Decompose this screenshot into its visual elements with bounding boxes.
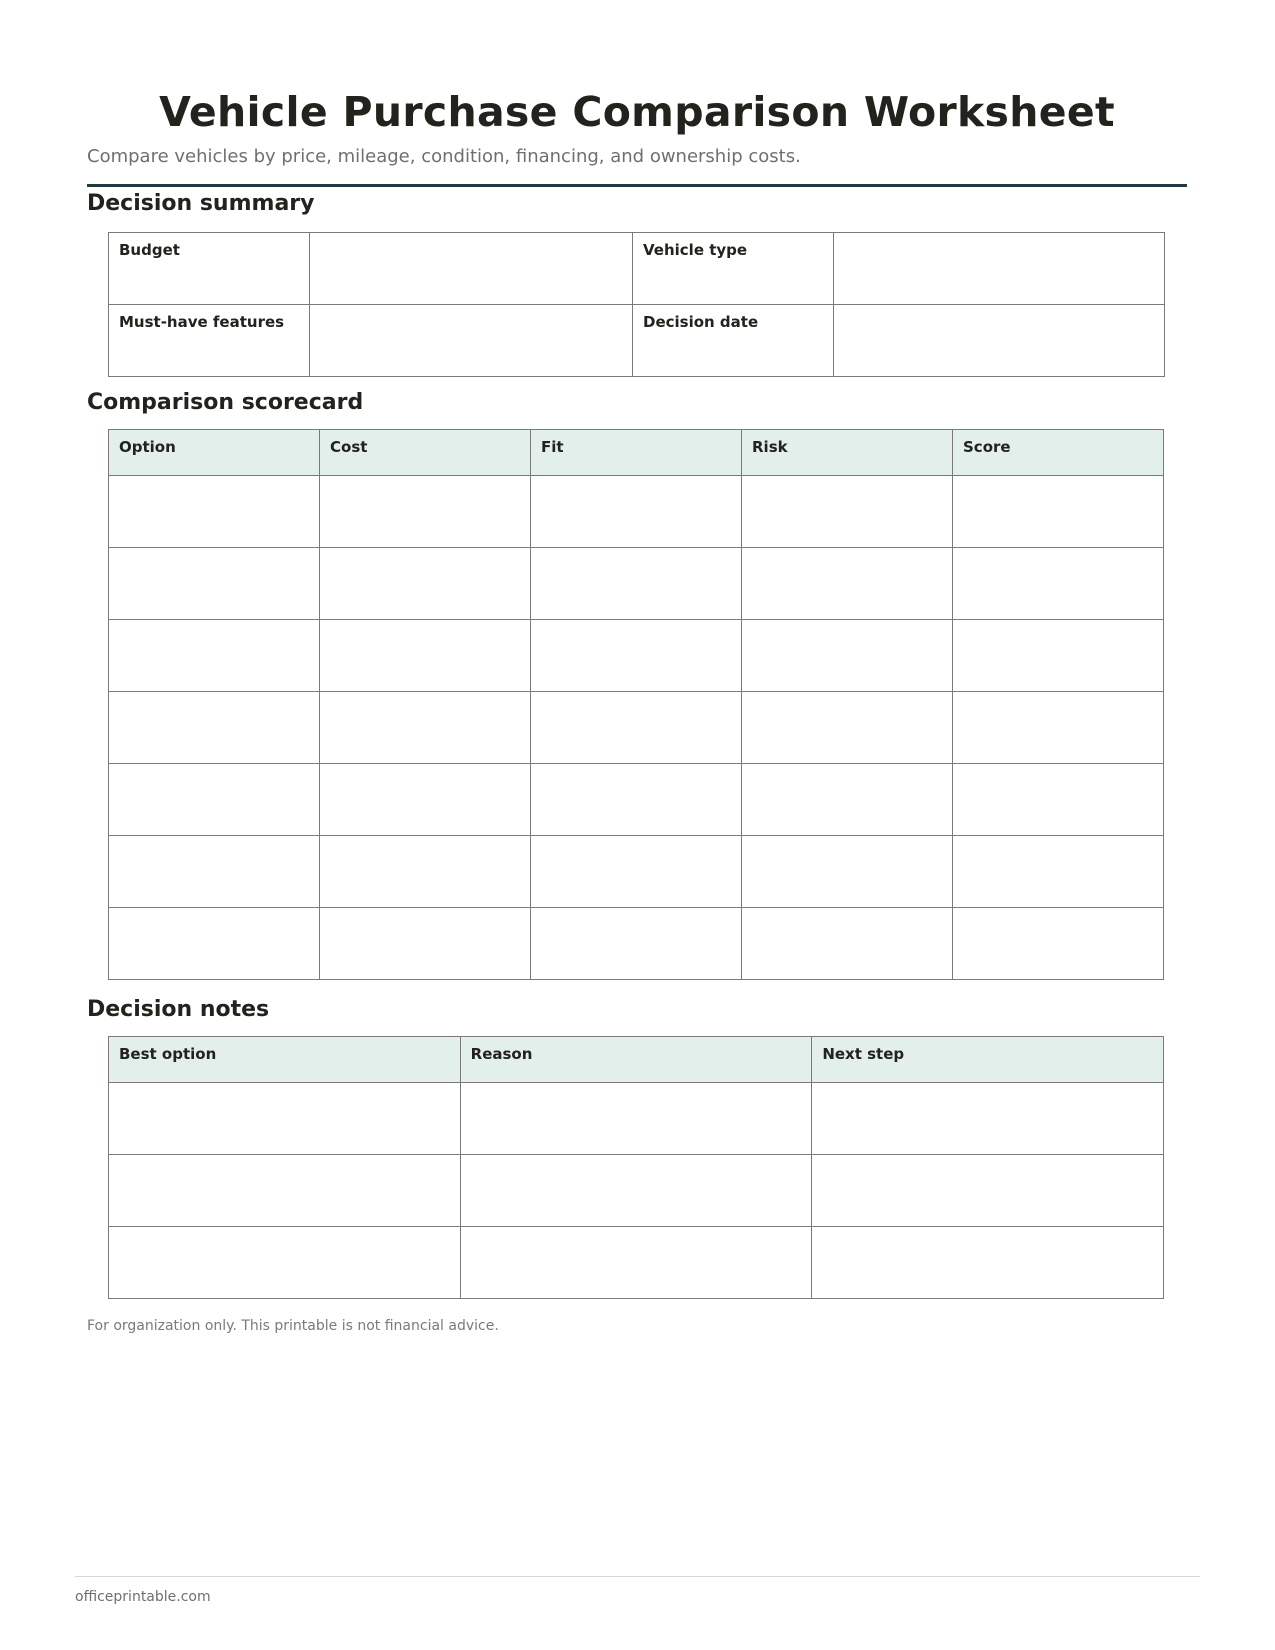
table-cell[interactable] xyxy=(109,476,320,548)
notes-rows xyxy=(109,1083,1164,1299)
column-header-best-option: Best option xyxy=(109,1037,461,1083)
decision-notes-heading: Decision notes xyxy=(87,997,270,1022)
table-row xyxy=(109,548,1164,620)
table-cell[interactable] xyxy=(953,620,1164,692)
table-row xyxy=(109,764,1164,836)
vehicle-type-label: Vehicle type xyxy=(633,233,834,305)
table-cell[interactable] xyxy=(953,908,1164,980)
decision-date-label: Decision date xyxy=(633,305,834,377)
table-row xyxy=(109,620,1164,692)
column-header-risk: Risk xyxy=(742,430,953,476)
footer-site: officeprintable.com xyxy=(75,1589,211,1605)
table-cell[interactable] xyxy=(742,908,953,980)
table-cell[interactable] xyxy=(531,908,742,980)
table-cell[interactable] xyxy=(320,836,531,908)
table-row xyxy=(109,692,1164,764)
table-row xyxy=(109,836,1164,908)
table-cell[interactable] xyxy=(812,1083,1164,1155)
column-header-score: Score xyxy=(953,430,1164,476)
table-cell[interactable] xyxy=(460,1083,812,1155)
table-cell[interactable] xyxy=(531,836,742,908)
budget-field[interactable] xyxy=(310,233,633,305)
table-cell[interactable] xyxy=(742,764,953,836)
table-cell[interactable] xyxy=(460,1155,812,1227)
table-cell[interactable] xyxy=(742,620,953,692)
table-cell[interactable] xyxy=(742,836,953,908)
table-row xyxy=(109,1227,1164,1299)
must-have-features-field[interactable] xyxy=(310,305,633,377)
column-header-cost: Cost xyxy=(320,430,531,476)
comparison-scorecard-heading: Comparison scorecard xyxy=(87,390,364,415)
table-cell[interactable] xyxy=(531,692,742,764)
column-header-reason: Reason xyxy=(460,1037,812,1083)
table-row xyxy=(109,908,1164,980)
table-cell[interactable] xyxy=(812,1155,1164,1227)
decision-date-field[interactable] xyxy=(834,305,1165,377)
footer-divider xyxy=(75,1576,1200,1577)
table-cell[interactable] xyxy=(109,1083,461,1155)
table-cell[interactable] xyxy=(953,836,1164,908)
must-have-features-label: Must-have features xyxy=(109,305,310,377)
scorecard-rows xyxy=(109,476,1164,980)
decision-summary-table xyxy=(108,232,1165,377)
column-header-next-step: Next step xyxy=(812,1037,1164,1083)
table-cell[interactable] xyxy=(953,548,1164,620)
table-cell[interactable] xyxy=(742,476,953,548)
table-row xyxy=(109,1083,1164,1155)
page-subtitle: Compare vehicles by price, mileage, condition, financing, and ownership costs. xyxy=(87,146,801,167)
disclaimer-text: For organization only. This printable is not financial advice. xyxy=(87,1318,499,1334)
table-cell[interactable] xyxy=(320,548,531,620)
table-cell[interactable] xyxy=(109,548,320,620)
table-cell[interactable] xyxy=(953,692,1164,764)
table-cell[interactable] xyxy=(320,764,531,836)
table-cell[interactable] xyxy=(320,908,531,980)
table-cell[interactable] xyxy=(109,692,320,764)
table-cell[interactable] xyxy=(812,1227,1164,1299)
vehicle-type-field[interactable] xyxy=(834,233,1165,305)
column-header-option: Option xyxy=(109,430,320,476)
table-cell[interactable] xyxy=(109,1155,461,1227)
table-cell[interactable] xyxy=(742,692,953,764)
budget-label: Budget xyxy=(109,233,310,305)
table-cell[interactable] xyxy=(109,836,320,908)
table-cell[interactable] xyxy=(320,476,531,548)
comparison-scorecard-table xyxy=(108,429,1164,980)
table-cell[interactable] xyxy=(531,476,742,548)
page-title: Vehicle Purchase Comparison Worksheet xyxy=(159,88,1115,136)
table-cell[interactable] xyxy=(531,620,742,692)
table-cell[interactable] xyxy=(953,476,1164,548)
table-cell[interactable] xyxy=(109,764,320,836)
table-cell[interactable] xyxy=(531,548,742,620)
table-cell[interactable] xyxy=(109,908,320,980)
table-cell[interactable] xyxy=(742,548,953,620)
table-cell[interactable] xyxy=(320,620,531,692)
column-header-fit: Fit xyxy=(531,430,742,476)
decision-notes-table xyxy=(108,1036,1164,1299)
table-cell[interactable] xyxy=(460,1227,812,1299)
table-cell[interactable] xyxy=(109,1227,461,1299)
table-cell[interactable] xyxy=(109,620,320,692)
table-row xyxy=(109,476,1164,548)
table-cell[interactable] xyxy=(531,764,742,836)
table-row xyxy=(109,1155,1164,1227)
table-cell[interactable] xyxy=(320,692,531,764)
decision-summary-heading: Decision summary xyxy=(87,191,315,216)
table-cell[interactable] xyxy=(953,764,1164,836)
header-divider xyxy=(87,184,1187,187)
